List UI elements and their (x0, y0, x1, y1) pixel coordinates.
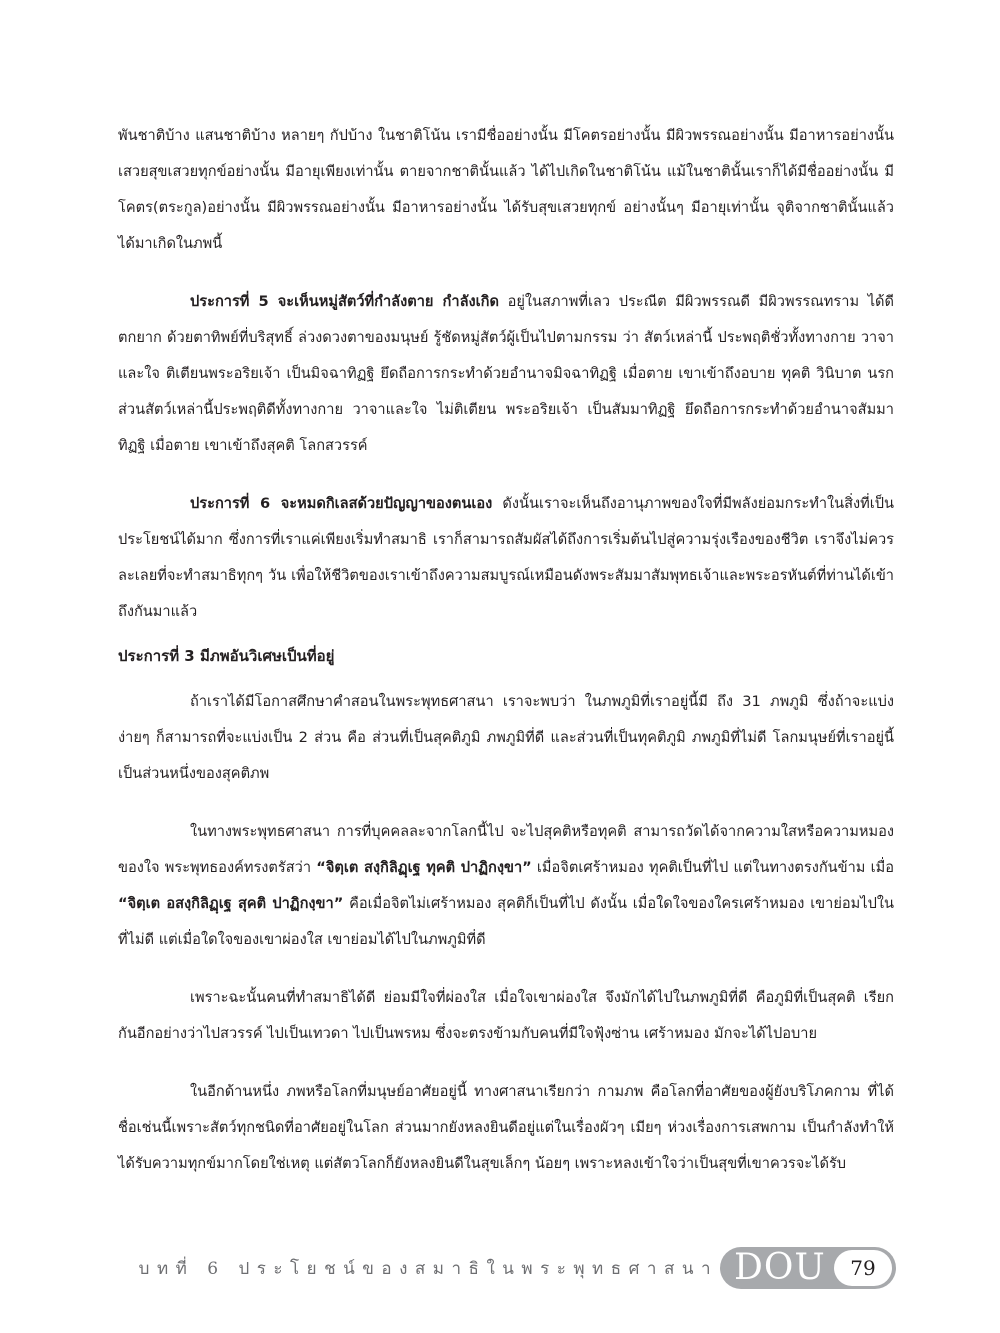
paragraph-meditation-result: เพราะฉะนั้นคนที่ทำสมาธิได้ดี ย่อมมีใจที่ผ่องใส เมื่อใจเขาผ่องใส จึงมักได้ไปในภพภูมิที่ดี คือภูมิที่เป็นสุคติ เรียกกันอีกอย่างว่าไปสวรรค์ ไปเป็นเทวดา ไปเป็นพรหม ซึ่งจะตรงข้ามกับคนที่มีใจฟุ้งซ่าน เศร้าหมอง มักจะได้ไปอบาย (118, 989, 894, 1042)
paragraph-past-lives: พันชาติบ้าง แสนชาติบ้าง หลายๆ กัปบ้าง ในชาติโน้น เรามีชื่ออย่างนั้น มีโคตรอย่างนั้น มีผิวพรรณอย่างนั้น มีอาหารอย่างนั้น เสวยสุขเสวยทุกข์อย่างนั้น มีอายุเพียงเท่านั้น ตายจากชาตินั้นแล้ว ได้ไปเกิดในชาติโน้น แม้ในชาตินั้นเราก็ได้มีชื่ออย่างนั้น มีโคตร(ตระกูล)อย่างนั้น มีผิวพรรณอย่างนั้น มีอาหารอย่างนั้น ได้รับสุขเสวยทุกข์ อย่างนั้นๆ มีอายุเท่านั้น จุติจากชาตินั้นแล้ว ได้มาเกิดในภพนี้ (118, 127, 894, 252)
point-6-title: ประการที่ 6 จะหมดกิเลสด้วยปัญญาของตนเอง (190, 495, 493, 512)
quote-end-text: คือเมื่อจิตไม่เศร้าหมอง สุคติก็เป็นที่ไป ดังนั้น เมื่อใดใจของใครเศร้าหมอง เขาย่อมไปในที่ไม่ดี แต่เมื่อใดใจของเขาผ่องใส เขาย่อมได้ไปในภพภูมิที่ดี (118, 895, 894, 948)
paragraph-point-6 (118, 486, 894, 630)
dou-logo: DOU (734, 1247, 826, 1288)
page-number: 79 (834, 1250, 892, 1286)
quote-intro-text: ในทางพระพุทธศาสนา การที่บุคคลละจากโลกนี้ไป จะไปสุคติหรือทุคติ สามารถวัดได้จากความใสหรือความหมองของใจ พระพุทธองค์ทรงตรัสว่า (118, 823, 894, 876)
pali-quote-1: “จิตฺเต สงฺกิลิฏฺเฐ ทุคติ ปาฏิกงฺขา” (316, 859, 532, 876)
paragraph-31-realms: ถ้าเราได้มีโอกาสศึกษาคำสอนในพระพุทธศาสนา เราจะพบว่า ในภพภูมิที่เราอยู่นี้มี ถึง 31 ภพภูมิ ซึ่งถ้าจะแบ่งง่ายๆ ก็สามารถที่จะแบ่งเป็น 2 ส่วน คือ ส่วนที่เป็นสุคติภูมิ ภพภูมิที่ดี และส่วนที่เป็นทุคติภูมิ ภพภูมิที่ไม่ดี โลกมนุษย์ที่เราอยู่นี้เป็นส่วนหนึ่งของสุคติภพ (118, 693, 894, 782)
pali-quote-2: “จิตฺเต อสงฺกิลิฏฺเฐ สุคติ ปาฏิกงฺขา” (118, 895, 344, 912)
point-5-text: อยู่ในสภาพที่เลว ประณีต มีผิวพรรณดี มีผิวพรรณทราม ได้ดี ตกยาก ด้วยตาทิพย์ที่บริสุทธิ์ ล่วงดวงตาของมนุษย์ รู้ชัดหมู่สัตว์ผู้เป็นไปตามกรรม ว่า สัตว์เหล่านี้ ประพฤติชั่วทั้งทางกาย วาจาและใจ ติเตียนพระอริยเจ้า เป็นมิจฉาทิฏฐิ ยึดถือการกระทำด้วยอำนาจมิจฉาทิฏฐิ เมื่อตาย เขาเข้าถึงอบาย ทุคติ วินิบาต นรก ส่วนสัตว์เหล่านี้ประพฤติดีทั้งทางกาย วาจาและใจ ไม่ติเตียน พระอริยเจ้า เป็นสัมมาทิฏฐิ ยึดถือการกระทำด้วยอำนาจสัมมาทิฏฐิ เมื่อตาย เขาเข้าถึงสุคติ โลกสวรรค์ (118, 293, 894, 454)
quote-middle-text: เมื่อจิตเศร้าหมอง ทุคติเป็นที่ไป แต่ในทางตรงกันข้าม เมื่อ (531, 859, 894, 876)
point-6-text: ดังนั้นเราจะเห็นถึงอานุภาพของใจที่มีพลังย่อมกระทำในสิ่งที่เป็นประโยชน์ได้มาก ซึ่งการที่เราแค่เพียงเริ่มทำสมาธิ เราก็สามารถสัมผัสได้ถึงการเริ่มต้นไปสู่ความรุ่งเรืองของชีวิต เราจึงไม่ควรละเลยที่จะทำสมาธิทุกๆ วัน เพื่อให้ชีวิตของเราเข้าถึงความสมบูรณ์เหมือนดังพระสัมมาสัมพุทธเจ้าและพระอรหันต์ที่ท่านได้เข้าถึงกันมาแล้ว (118, 495, 894, 620)
page-body (118, 118, 894, 1204)
section-heading: ประการที่ 3 มีภพอันวิเศษเป็นที่อยู่ (118, 647, 335, 665)
point-5-title: ประการที่ 5 จะเห็นหมู่สัตว์ที่กำลังตาย กำลังเกิด (190, 293, 499, 310)
paragraph-point-5 (118, 284, 894, 464)
chapter-title: บทที่ 6 ประโยชน์ของสมาธิในพระพุทธศาสนา (138, 1259, 718, 1279)
page-footer (0, 1243, 1000, 1293)
page-badge (720, 1247, 896, 1289)
paragraph-kama-bhava: ในอีกด้านหนึ่ง ภพหรือโลกที่มนุษย์อาศัยอยู่นี้ ทางศาสนาเรียกว่า กามภพ คือโลกที่อาศัยของผู้ยังบริโภคกาม ที่ได้ชื่อเช่นนี้เพราะสัตว์ทุกชนิดที่อาศัยอยู่ในโลก ส่วนมากยังหลงยินดีอยู่แต่ในเรื่องผัวๆ เมียๆ ห่วงเรื่องการเสพกาม เป็นกำลังทำให้ได้รับความทุกข์มากโดยใช่เหตุ แต่สัตวโลกก็ยังหลงยินดีในสุขเล็กๆ น้อยๆ เพราะหลงเข้าใจว่าเป็นสุขที่เขาควรจะได้รับ (118, 1083, 894, 1172)
paragraph-mind-quote (118, 814, 894, 958)
